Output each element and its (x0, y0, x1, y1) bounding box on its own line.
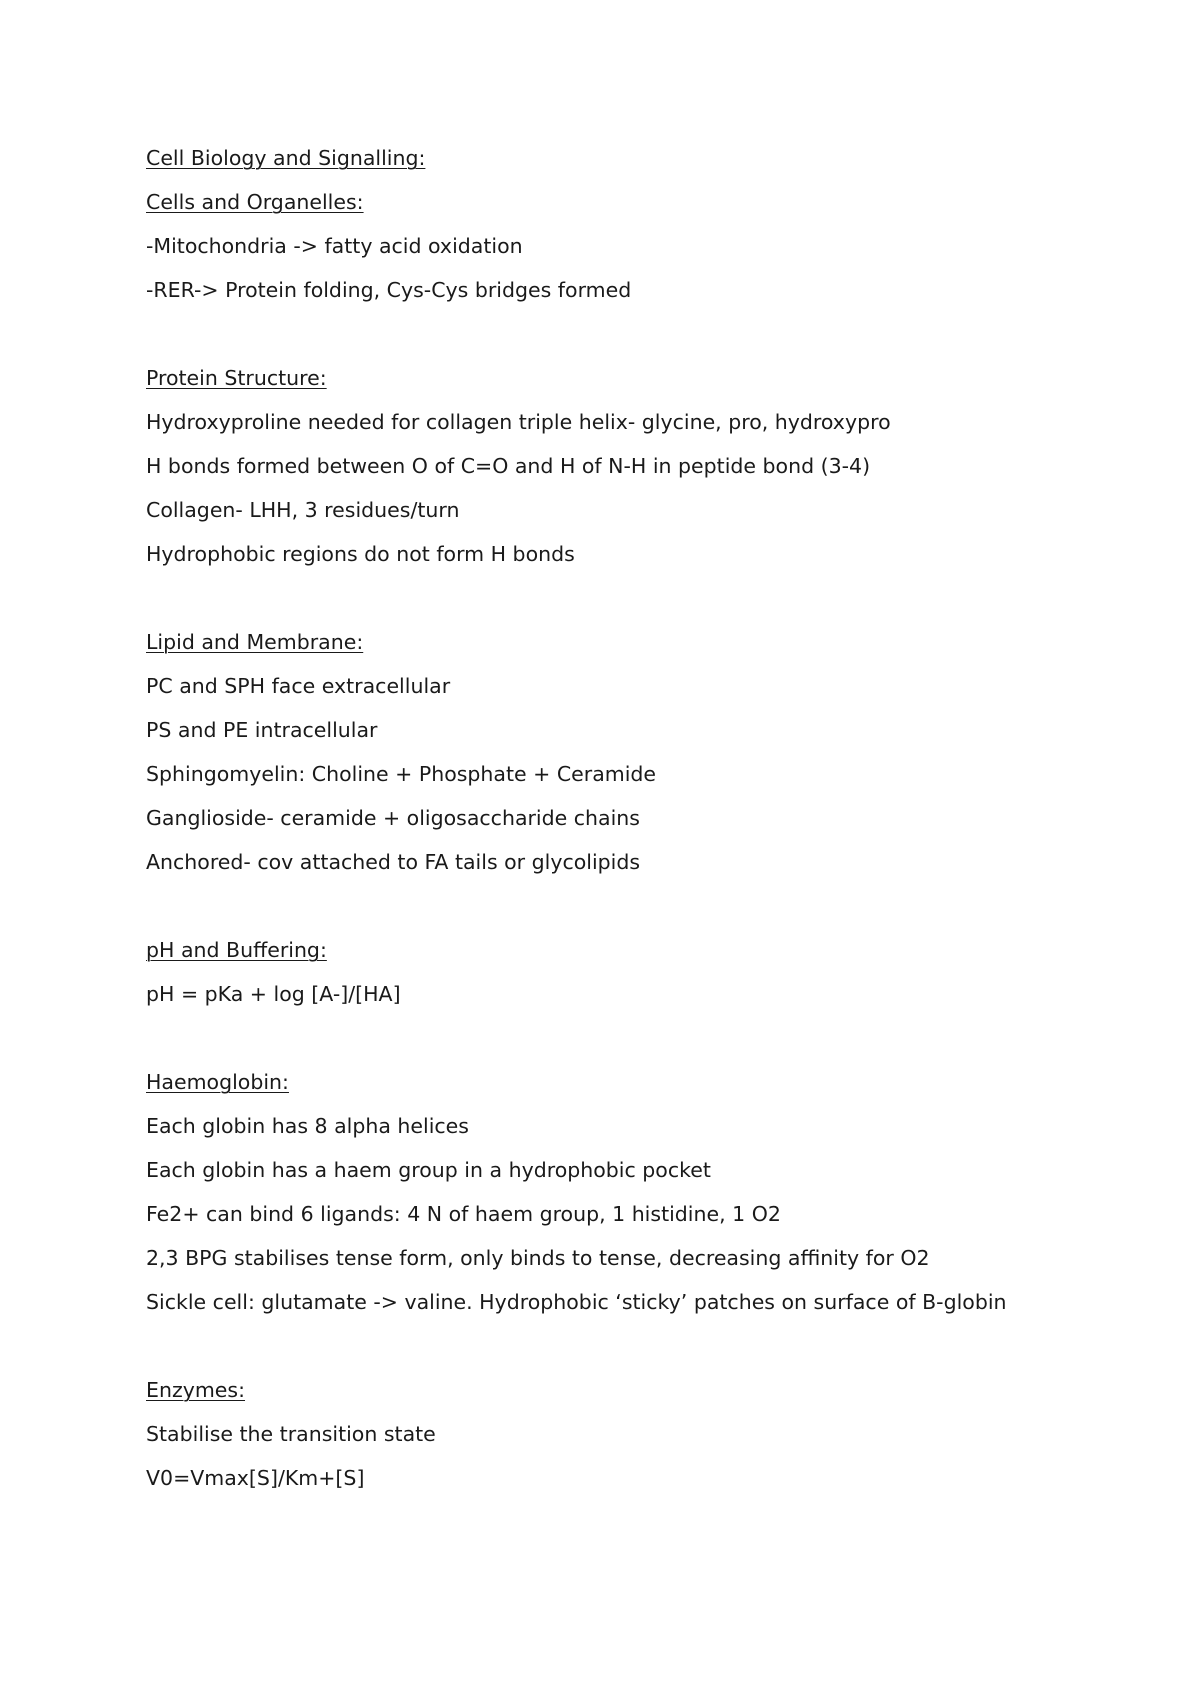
note-line: Hydroxyproline needed for collagen triple helix- glycine, pro, hydroxypro (146, 410, 891, 434)
note-line: Anchored- cov attached to FA tails or glycolipids (146, 850, 641, 874)
document-title: Cell Biology and Signalling: (146, 146, 426, 170)
note-line: Sickle cell: glutamate -> valine. Hydrophobic ‘sticky’ patches on surface of B-globin (146, 1290, 1007, 1314)
section-spacer (146, 892, 1040, 936)
note-line: Each globin has 8 alpha helices (146, 1114, 469, 1138)
note-line: H bonds formed between O of C=O and H of N-H in peptide bond (3-4) (146, 454, 871, 478)
note-line: PS and PE intracellular (146, 718, 378, 742)
note-line: Stabilise the transition state (146, 1422, 436, 1446)
note-line: 2,3 BPG stabilises tense form, only binds to tense, decreasing affinity for O2 (146, 1246, 930, 1270)
note-line: Fe2+ can bind 6 ligands: 4 N of haem group, 1 histidine, 1 O2 (146, 1202, 781, 1226)
note-line: PC and SPH face extracellular (146, 674, 451, 698)
note-line: Sphingomyelin: Choline + Phosphate + Ceramide (146, 762, 657, 786)
note-line: Hydrophobic regions do not form H bonds (146, 542, 575, 566)
section-heading-enzymes: Enzymes: (146, 1378, 246, 1402)
section-spacer (146, 1332, 1040, 1376)
section-heading-ph: pH and Buffering: (146, 938, 327, 962)
section-heading-protein: Protein Structure: (146, 366, 327, 390)
section-heading-cells: Cells and Organelles: (146, 190, 364, 214)
note-line: pH = pKa + log [A-]/[HA] (146, 982, 401, 1006)
section-heading-lipid: Lipid and Membrane: (146, 630, 364, 654)
note-line: -Mitochondria -> fatty acid oxidation (146, 234, 523, 258)
section-spacer (146, 1024, 1040, 1068)
section-spacer (146, 320, 1040, 364)
note-line: Each globin has a haem group in a hydrophobic pocket (146, 1158, 711, 1182)
note-line: Ganglioside- ceramide + oligosaccharide chains (146, 806, 640, 830)
note-line: Collagen- LHH, 3 residues/turn (146, 498, 460, 522)
note-line: -RER-> Protein folding, Cys-Cys bridges formed (146, 278, 632, 302)
section-spacer (146, 584, 1040, 628)
note-line: V0=Vmax[S]/Km+[S] (146, 1466, 365, 1490)
section-heading-haemoglobin: Haemoglobin: (146, 1070, 289, 1094)
